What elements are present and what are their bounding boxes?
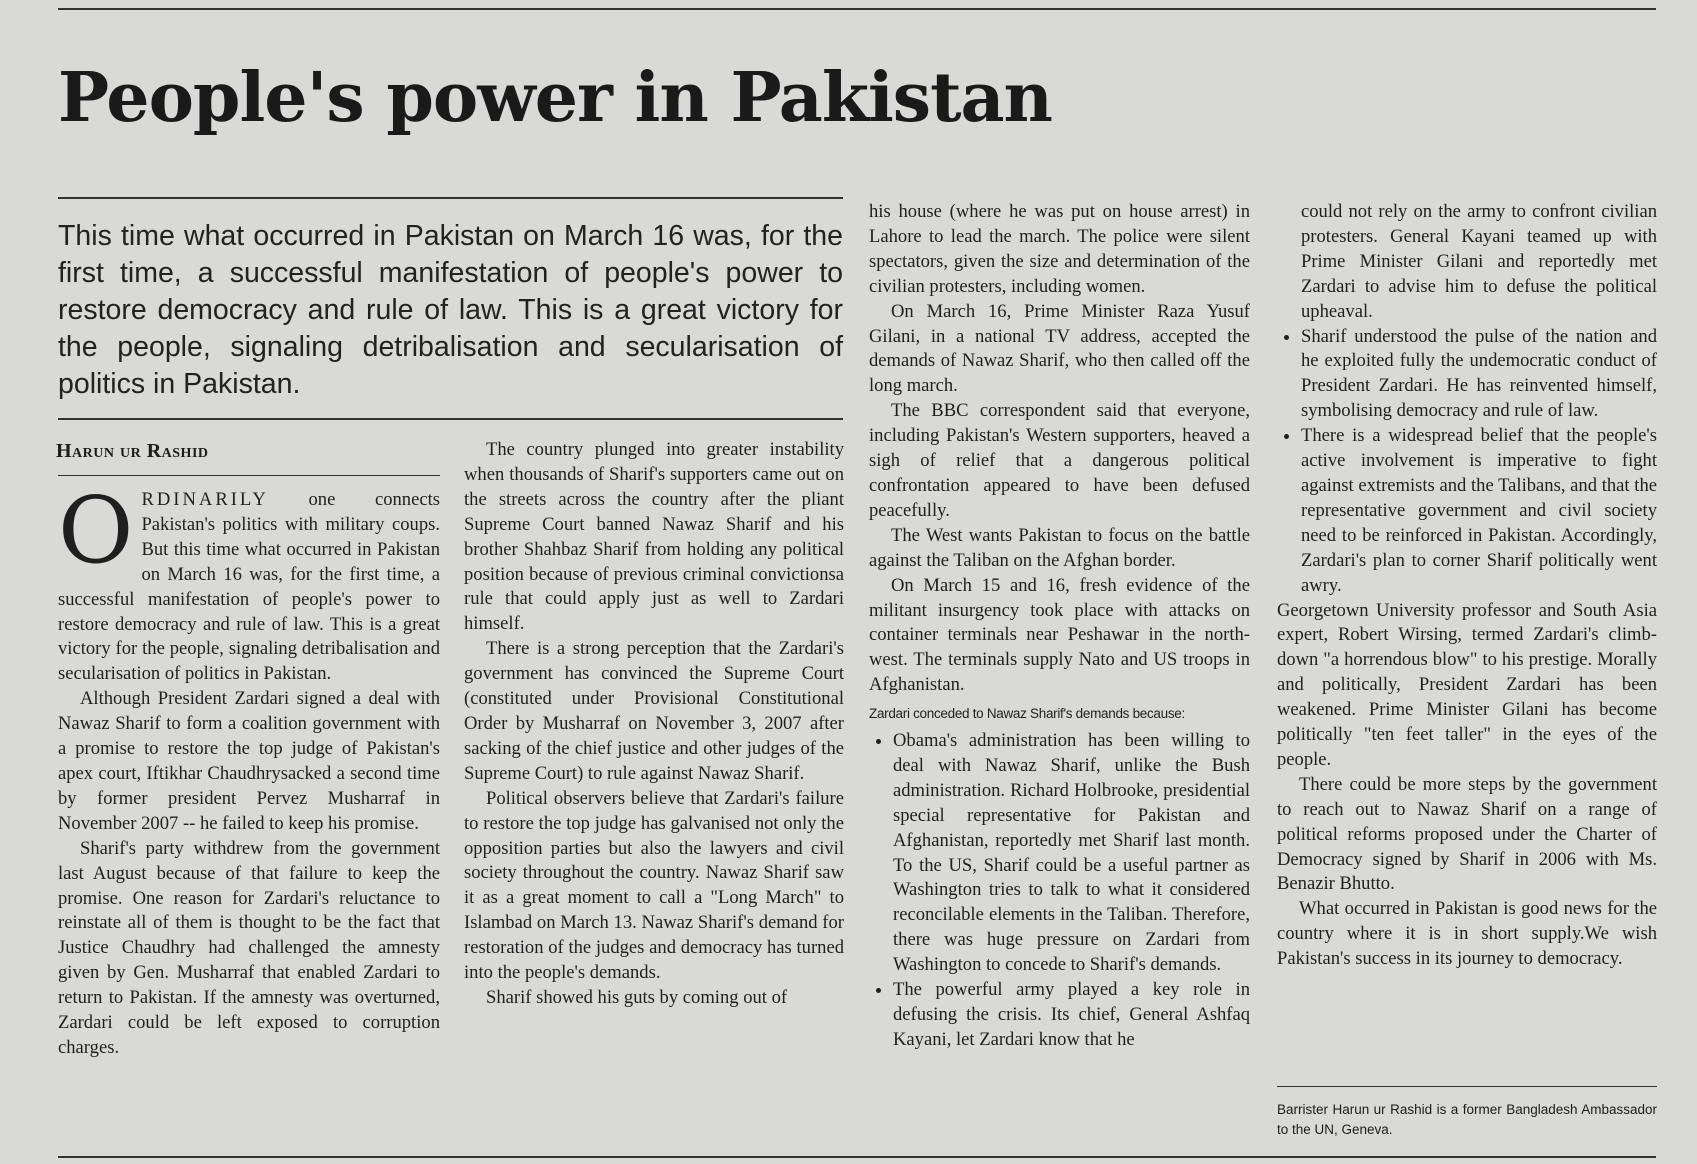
- drop-cap: O: [58, 477, 134, 584]
- col3-paragraph-5: On March 15 and 16, fresh evidence of the militant insurgency took place with attacks on container terminals near Peshawar in the north-west. The terminals supply Nato and US troops in Afghanistan.: [869, 574, 1250, 696]
- column-1: [58, 477, 440, 1061]
- col3-paragraph-3: The BBC correspondent said that everyone, including Pakistan's Western supporters, heaved a sigh of relief that a dangerous political confrontation appeared to have been defused peacefully.: [869, 400, 1250, 521]
- col3-paragraph-4: The West wants Pakistan to focus on the battle against the Taliban on the Afghan border.: [869, 524, 1250, 571]
- col1-paragraph-3: Sharif's party withdrew from the government last August because of that failure to keep the promise. One reason for Zardari's reluctance to reinstate all of them is thought to be the fact that Justice Chaudhry had challenged the amnesty given by Gen. Musharraf that enabled Zardari to return to Pakistan. If the amnesty was overturned, Zardari could be left exposed to corruption charges.: [58, 837, 440, 1058]
- col4-paragraph-1: Georgetown University professor and South Asia expert, Robert Wirsing, termed Zardari's climb-down "a horrendous blow" to his prestige. Morally and politically, President Zardari has been weakened. Prime Minister Gilani has become politically "ten feet taller" in the eyes of the people.: [1277, 599, 1657, 770]
- col2-paragraph-1: The country plunged into greater instability when thousands of Sharif's supporters came out on the streets across the country after the pliant Supreme Court banned Nawaz Sharif and his brother Shahbaz Sharif from holding any political position because of previous criminal convictionsa rule that could apply just as well to Zardari himself.: [464, 439, 844, 635]
- reasons-list: [869, 729, 1250, 1053]
- col3-paragraph-1: his house (where he was put on house arrest) in Lahore to lead the march. The police were silent spectators, given the size and determination of the civilian protesters, including women.: [869, 201, 1250, 297]
- top-border-rule: [58, 8, 1656, 10]
- list-item: • Sharif understood the pulse of the nation and he exploited fully the undemocratic conduct of President Zardari. He has reinvented himself, symbolising democracy and rule of law.: [1301, 325, 1657, 425]
- col3-paragraph-2: On March 16, Prime Minister Raza Yusuf Gilani, in a national TV address, accepted the demands of Nawaz Sharif, who then called off the long march.: [869, 300, 1250, 397]
- lead-paragraph: [58, 477, 440, 687]
- byline-rule: [58, 475, 440, 476]
- col2-paragraph-2: There is a strong perception that the Zardari's government has convinced the Supreme Court (constituted under Provisional Constitutional Order by Musharraf on November 3, 2007 after sacking of the chief justice and other judges of the Supreme Court) to rule against Nawaz Sharif.: [464, 638, 844, 784]
- column-2: [464, 438, 844, 1011]
- author-bio: Barrister Harun ur Rashid is a former Bangladesh Ambassador to the UN, Geneva.: [1277, 1102, 1657, 1137]
- col2-paragraph-3: Political observers believe that Zardari's failure to restore the top judge has galvanised not only the opposition parties but also the lawyers and civil society throughout the country. Nawaz Sharif saw it as a great moment to call a "Long March" to Islambad on March 13. Nawaz Sharif's demand for restoration of the judges and democracy has turned into the people's demands.: [464, 787, 844, 984]
- reasons-list-continued: [1277, 325, 1657, 599]
- list-item: • Obama's administration has been willing to deal with Nawaz Sharif, unlike the Bush administration. Richard Holbrooke, presidential special representative for Pakistan and Afghanistan, reportedly met Sharif last month. To the US, Sharif could be a useful partner as Washington tries to talk to what it considered reconcilable elements in the Taliban. Therefore, there was huge pressure on Zardari from Washington to concede to Sharif's demands.: [893, 729, 1250, 978]
- byline: Harun ur Rashid: [56, 440, 209, 462]
- col2-paragraph-4: Sharif showed his guts by coming out of: [486, 986, 788, 1008]
- col4-paragraph-2: There could be more steps by the government to reach out to Nawaz Sharif on a range of political reforms proposed under the Charter of Democracy signed by Sharif in 2006 with Ms. Benazir Bhutto.: [1277, 773, 1657, 895]
- lead-text: one connects Pakistan's politics with military coups. But this time what occurred in Pakistan on March 16 was, for the first time, a successful manifestation of people's power to restore democracy and rule of law. This is a great victory for the people, signaling detribalisation and secularisation of politics in Pakistan.: [58, 489, 440, 685]
- column-3: [869, 200, 1250, 1053]
- deck-top-rule: [58, 197, 843, 199]
- bottom-border-rule: [58, 1156, 1656, 1158]
- list-item: • There is a widespread belief that the people's active involvement is imperative to fight against extremists and the Talibans, and that the representative government and civil society need to be reinforced in Pakistan. Accordingly, Zardari's plan to corner Sharif politically went awry.: [1301, 424, 1657, 598]
- column-4: [1277, 200, 1657, 972]
- list-subhead: Zardari conceded to Nawaz Sharif's demands because:: [869, 706, 1185, 722]
- col4-paragraph-3: What occurred in Pakistan is good news for the country where it is in short supply.We wish Pakistan's success in its journey to democracy.: [1277, 898, 1657, 970]
- list-item: • The powerful army played a key role in defusing the crisis. Its chief, General Ashfaq Kayani, let Zardari know that he: [893, 978, 1250, 1053]
- col1-paragraph-2: Although President Zardari signed a deal with Nawaz Sharif to form a coalition government with a promise to restore the top judge of Pakistan's apex court, Iftikhar Chaudhrysacked a second time by former president Pervez Musharraf in November 2007 -- he failed to keep his promise.: [58, 688, 440, 834]
- headline: People's power in Pakistan: [58, 58, 1052, 138]
- lead-word: RDINARILY: [141, 489, 269, 510]
- bio-rule: [1277, 1086, 1657, 1087]
- deck-summary: This time what occurred in Pakistan on March 16 was, for the first time, a successful manifestation of people's power to restore democracy and rule of law. This is a great victory for the people, signaling detribalisation and secularisation of politics in Pakistan.: [58, 220, 843, 400]
- col4-continuation: could not rely on the army to confront civilian protesters. General Kayani teamed up with Prime Minister Gilani and reportedly met Zardari to advise him to defuse the political upheaval.: [1301, 201, 1657, 322]
- deck-bottom-rule: [58, 418, 843, 420]
